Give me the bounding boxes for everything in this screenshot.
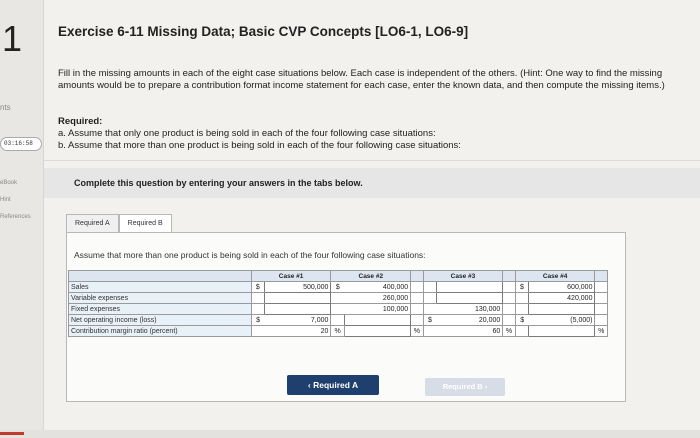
row-label: Contribution margin ratio (percent) (69, 326, 252, 337)
case4-sales-input[interactable]: 600,000 (529, 282, 595, 293)
currency-sign (423, 293, 436, 304)
instructions: Fill in the missing amounts in each of the eight case situations below. Each case is independent of the others. (Hint: One way to find the missing amounts would be to prepare a contribution format income statement for each case, enter the known data, and then compute the missing items.) (58, 68, 665, 91)
currency-sign: $ (423, 315, 436, 326)
case2-cm-ratio-input[interactable] (344, 326, 410, 337)
pct-cell (411, 315, 423, 326)
row-label: Net operating income (loss) (69, 315, 252, 326)
currency-sign (251, 326, 264, 337)
header-case-1: Case #1 (251, 271, 331, 282)
case3-variable-input[interactable] (436, 293, 502, 304)
table-row (69, 282, 608, 293)
pct-cell (503, 304, 515, 315)
pct-cell (411, 304, 423, 315)
case1-variable-input[interactable] (265, 293, 331, 304)
pct-cell (503, 282, 515, 293)
banner-text: Complete this question by entering your answers in the tabs below. (74, 178, 363, 188)
currency-sign (251, 304, 264, 315)
case-table (68, 270, 608, 337)
row-label: Fixed expenses (69, 304, 252, 315)
table-row (69, 315, 608, 326)
timer: 03:16:58 (0, 137, 42, 151)
tab-required-b[interactable]: Required B (119, 214, 172, 232)
currency-sign: $ (251, 282, 264, 293)
question-number: 1 (2, 18, 23, 59)
header-blank (69, 271, 252, 282)
currency-sign (331, 293, 344, 304)
pct-cell (595, 304, 608, 315)
case1-noi-value: 7,000 (265, 315, 331, 326)
pct-sign: % (331, 326, 344, 337)
pct-cell (411, 293, 423, 304)
pct-sign: % (595, 326, 608, 337)
next-required-b-button[interactable]: Required B › (425, 378, 505, 396)
required-heading: Required: (58, 116, 103, 127)
pct-cell (595, 315, 608, 326)
pct-cell (503, 293, 515, 304)
header-case-3: Case #3 (423, 271, 503, 282)
required-b-text: b. Assume that more than one product is being sold in each of the four following case situations: (58, 140, 461, 151)
footer-accent (0, 432, 24, 435)
case2-noi-input[interactable] (344, 315, 410, 326)
row-label: Sales (69, 282, 252, 293)
case1-cm-ratio-value: 20 (265, 326, 331, 337)
pct-cell (595, 282, 608, 293)
hint-link[interactable]: Hint (0, 197, 11, 203)
pct-sign: % (411, 326, 423, 337)
row-label: Variable expenses (69, 293, 252, 304)
currency-sign (515, 293, 528, 304)
currency-sign (331, 315, 344, 326)
currency-sign (331, 304, 344, 315)
case3-cm-ratio-value: 60 (436, 326, 502, 337)
case3-fixed-value: 130,000 (436, 304, 502, 315)
assume-text: Assume that more than one product is being sold in each of the four following case situations: (74, 250, 426, 260)
header-pct-2 (411, 271, 423, 282)
tab-required-a[interactable]: Required A (66, 214, 119, 232)
case2-sales-value: 400,000 (344, 282, 410, 293)
currency-sign (251, 293, 264, 304)
table-header-row (69, 271, 608, 282)
pct-cell (411, 282, 423, 293)
case1-sales-input[interactable]: 500,000 (265, 282, 331, 293)
currency-sign: $ (251, 315, 264, 326)
currency-sign: $ (515, 315, 528, 326)
table-row (69, 326, 608, 337)
pct-cell (595, 293, 608, 304)
ebook-link[interactable]: eBook (0, 180, 18, 186)
case4-fixed-input[interactable] (529, 304, 595, 315)
points-label: nts (0, 103, 11, 112)
prev-required-a-button[interactable]: ‹ Required A (287, 375, 379, 395)
header-case-4: Case #4 (515, 271, 595, 282)
footer-bar (0, 430, 700, 438)
pct-cell (503, 315, 515, 326)
case4-noi-value: (5,000) (529, 315, 595, 326)
tab-bar (66, 214, 172, 232)
currency-sign: $ (331, 282, 344, 293)
pct-sign: % (503, 326, 515, 337)
case4-variable-input[interactable]: 420,000 (529, 293, 595, 304)
currency-sign (423, 282, 436, 293)
table-row (69, 304, 608, 315)
currency-sign: $ (515, 282, 528, 293)
references-link[interactable]: References (0, 214, 31, 220)
page-title: Exercise 6-11 Missing Data; Basic CVP Concepts [LO6-1, LO6-9] (58, 24, 469, 39)
required-a-text: a. Assume that only one product is being sold in each of the four following case situations: (58, 128, 436, 139)
case4-cm-ratio-input[interactable] (529, 326, 595, 337)
currency-sign (423, 326, 436, 337)
header-case-2: Case #2 (331, 271, 411, 282)
currency-sign (515, 326, 528, 337)
case3-noi-value: 20,000 (436, 315, 502, 326)
case2-variable-value: 260,000 (344, 293, 410, 304)
case3-sales-input[interactable] (436, 282, 502, 293)
table-row (69, 293, 608, 304)
case1-fixed-input[interactable] (265, 304, 331, 315)
header-pct-4 (595, 271, 608, 282)
divider (44, 160, 700, 161)
currency-sign (515, 304, 528, 315)
header-pct-3 (503, 271, 515, 282)
currency-sign (423, 304, 436, 315)
case2-fixed-value: 100,000 (344, 304, 410, 315)
